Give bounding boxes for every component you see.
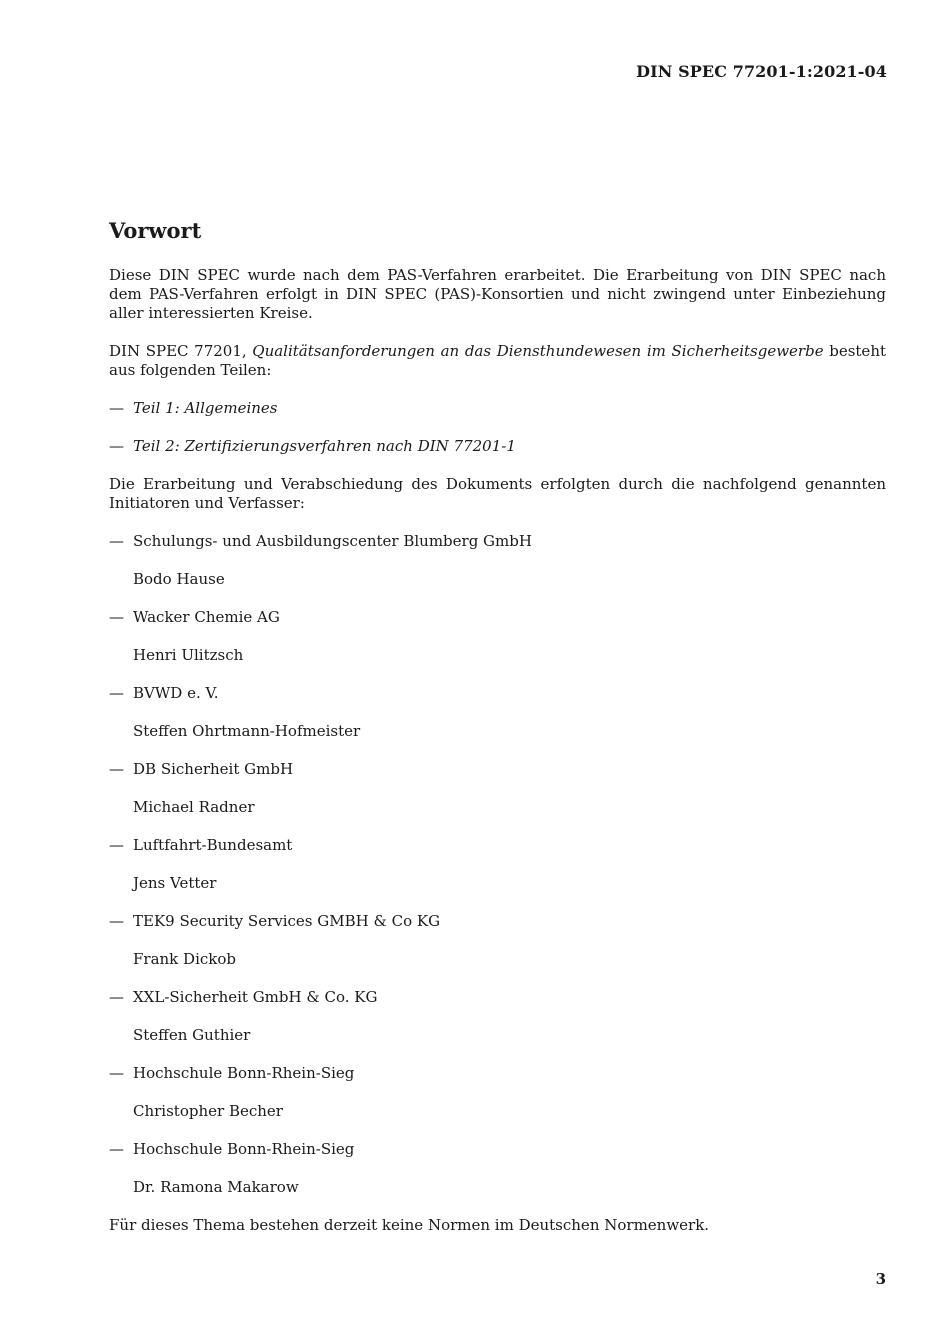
part-list-item: [109, 399, 886, 418]
contributor-organization: Luftfahrt-Bundesamt: [133, 836, 293, 854]
parts-paragraph: [109, 342, 886, 380]
contributor-organization-item: [109, 836, 886, 855]
dash-bullet: —: [109, 988, 124, 1006]
contributor-organization-item: [109, 760, 886, 779]
dash-bullet: —: [109, 912, 124, 930]
contributor-organization: Schulungs- und Ausbildungscenter Blumberg GmbH: [133, 532, 532, 550]
contributor-organization-item: [109, 1140, 886, 1159]
part-label: Teil 2: Zertifizierungsverfahren nach DIN 77201-1: [133, 437, 516, 455]
parts-suffix: besteht aus folgenden Teilen:: [109, 342, 887, 379]
part-list-item: [109, 437, 886, 456]
dash-bullet: —: [109, 399, 124, 417]
contributors-list: [109, 532, 886, 1197]
parts-prefix: DIN SPEC 77201,: [109, 342, 253, 360]
dash-bullet: —: [109, 1064, 124, 1082]
contributor-person: Dr. Ramona Makarow: [133, 1178, 299, 1196]
document-id: DIN SPEC 77201-1:2021-04: [636, 62, 887, 81]
page-number: 3: [875, 1270, 886, 1288]
contributor-organization: Hochschule Bonn-Rhein-Sieg: [133, 1140, 355, 1158]
contributor-person: Henri Ulitzsch: [133, 646, 244, 664]
contributor-person: Steffen Ohrtmann-Hofmeister: [133, 722, 361, 740]
contributor-organization-item: [109, 684, 886, 703]
contributor-organization-item: [109, 532, 886, 551]
dash-bullet: —: [109, 836, 124, 854]
contributor-organization-item: [109, 608, 886, 627]
contributor-person: Steffen Guthier: [133, 1026, 251, 1044]
parts-title: Qualitätsanforderungen an das Diensthundewesen im Sicherheitsgewerbe: [252, 342, 824, 360]
closing-paragraph: Für dieses Thema bestehen derzeit keine Normen im Deutschen Normenwerk.: [109, 1216, 710, 1234]
contributor-organization: Wacker Chemie AG: [133, 608, 280, 626]
contributors-intro: Die Erarbeitung und Verabschiedung des Dokuments erfolgten durch die nachfolgend genannten Initiatoren und Verfasser:: [109, 475, 886, 512]
contributor-person: Jens Vetter: [133, 874, 217, 892]
page-content: [109, 216, 886, 1254]
contributor-organization: DB Sicherheit GmbH: [133, 760, 294, 778]
section-title: Vorwort: [109, 218, 202, 243]
dash-bullet: —: [109, 608, 124, 626]
dash-bullet: —: [109, 684, 124, 702]
dash-bullet: —: [109, 437, 124, 455]
contributor-organization: TEK9 Security Services GMBH & Co KG: [133, 912, 441, 930]
contributor-organization-item: [109, 988, 886, 1007]
contributor-organization: BVWD e. V.: [133, 684, 219, 702]
contributor-person: Michael Radner: [133, 798, 255, 816]
dash-bullet: —: [109, 532, 124, 550]
dash-bullet: —: [109, 1140, 124, 1158]
contributor-organization: Hochschule Bonn-Rhein-Sieg: [133, 1064, 355, 1082]
contributor-person: Bodo Hause: [133, 570, 225, 588]
part-label: Teil 1: Allgemeines: [133, 399, 278, 417]
contributor-organization-item: [109, 912, 886, 931]
contributor-organization: XXL-Sicherheit GmbH & Co. KG: [133, 988, 378, 1006]
contributor-organization-item: [109, 1064, 886, 1083]
contributor-person: Frank Dickob: [133, 950, 236, 968]
intro-paragraph: Diese DIN SPEC wurde nach dem PAS-Verfahren erarbeitet. Die Erarbeitung von DIN SPEC nach dem PAS-Verfahren erfolgt in DIN SPEC (PAS)-Konsortien und nicht zwingend unter Einbeziehung aller interessierten Kreise.: [109, 266, 886, 322]
contributor-person: Christopher Becher: [133, 1102, 283, 1120]
dash-bullet: —: [109, 760, 124, 778]
